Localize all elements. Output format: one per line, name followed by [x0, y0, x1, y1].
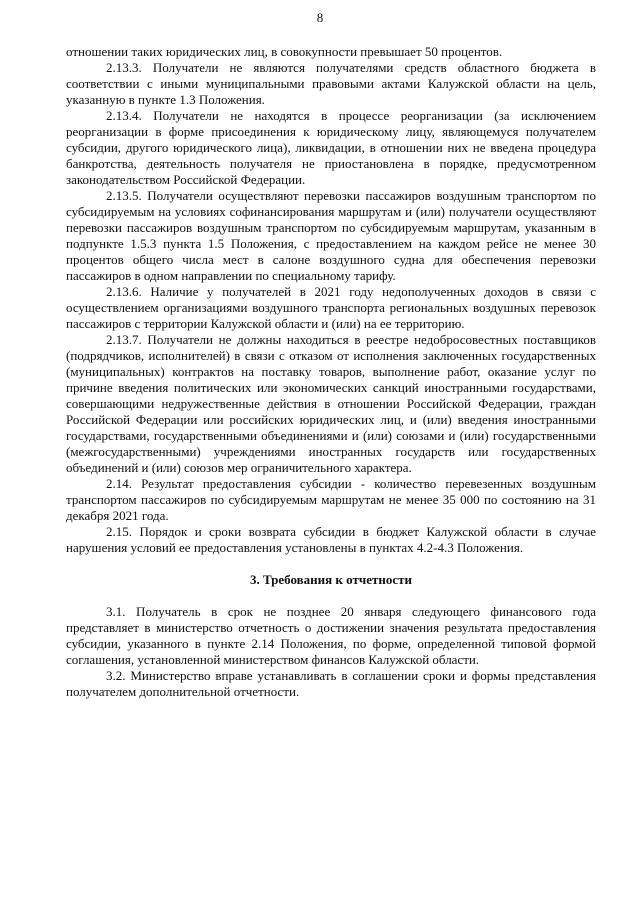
document-body: [66, 44, 596, 700]
paragraph-2-13-6: 2.13.6. Наличие у получателей в 2021 году недополученных доходов в связи с осуществлением организациями воздушного транспорта региональных воздушных перевозок пассажиров с территории Калужской области и (или) на ее территорию.: [66, 284, 596, 331]
paragraph-2-13-4: 2.13.4. Получатели не находятся в процессе реорганизации (за исключением реорганизации в форме присоединения к юридическому лицу, являющемуся получателем субсидии, другого юридического лица), ликвидации, в отношении них не введена процедура банкротства, деятельность получателя не приостановлена в порядке, предусмотренном законодательством Российской Федерации.: [66, 108, 596, 187]
paragraph-2-13-3: 2.13.3. Получатели не являются получателями средств областного бюджета в соответствии с иными муниципальными правовыми актами Калужской области на цель, указанную в пункте 1.3 Положения.: [66, 60, 596, 107]
paragraph-2-14: 2.14. Результат предоставления субсидии - количество перевезенных воздушным транспортом пассажиров по субсидируемым маршрутам не менее 35 000 по состоянию на 31 декабря 2021 года.: [66, 476, 596, 523]
paragraph-2-13-7: 2.13.7. Получатели не должны находиться в реестре недобросовестных поставщиков (подрядчиков, исполнителей) в связи с отказом от исполнения заключенных государственных (муниципальных) контрактов на поставку товаров, выполнение работ, оказание услуг по причине введения политических или экономических санкций иностранными государствами, совершающими недружественные действия в отношении Российской Федерации, граждан Российской Федерации или российских юридических лиц, и (или) введения иностранными государствами, государственными объединениями и (или) союзами и (или) государственными (межгосударственными) учреждениями иностранных государств или государственных объединений и (или) союзов мер ограничительного характера.: [66, 332, 596, 475]
paragraph-continuation: отношении таких юридических лиц, в совокупности превышает 50 процентов.: [66, 44, 503, 59]
page-number: 8: [316, 10, 324, 25]
paragraph-3-2: 3.2. Министерство вправе устанавливать в соглашении сроки и формы представления получателем дополнительной отчетности.: [66, 668, 596, 699]
paragraph-2-15: 2.15. Порядок и сроки возврата субсидии в бюджет Калужской области в случае нарушения условий ее предоставления установлены в пунктах 4.2-4.3 Положения.: [66, 524, 596, 555]
paragraph-3-1: 3.1. Получатель в срок не позднее 20 января следующего финансового года представляет в министерство отчетность о достижении значения результата предоставления субсидии, указанного в пункте 2.14 Положения, по форме, определенной типовой формой соглашения, установленной министерством финансов Калужской области.: [66, 604, 596, 667]
section-heading: 3. Требования к отчетности: [249, 572, 413, 587]
paragraph-2-13-5: 2.13.5. Получатели осуществляют перевозки пассажиров воздушным транспортом по субсидируемым на условиях софинансирования маршрутам и (или) получатели осуществляют перевозки пассажиров воздушным транспортом по субсидируемым маршрутам, указанным в подпункте 1.5.3 пункта 1.5 Положения, с предоставлением на каждом рейсе не менее 30 процентов общего числа мест в салоне воздушного судна для обеспечения перевозки пассажиров в одном направлении по специальному тарифу.: [66, 188, 596, 283]
